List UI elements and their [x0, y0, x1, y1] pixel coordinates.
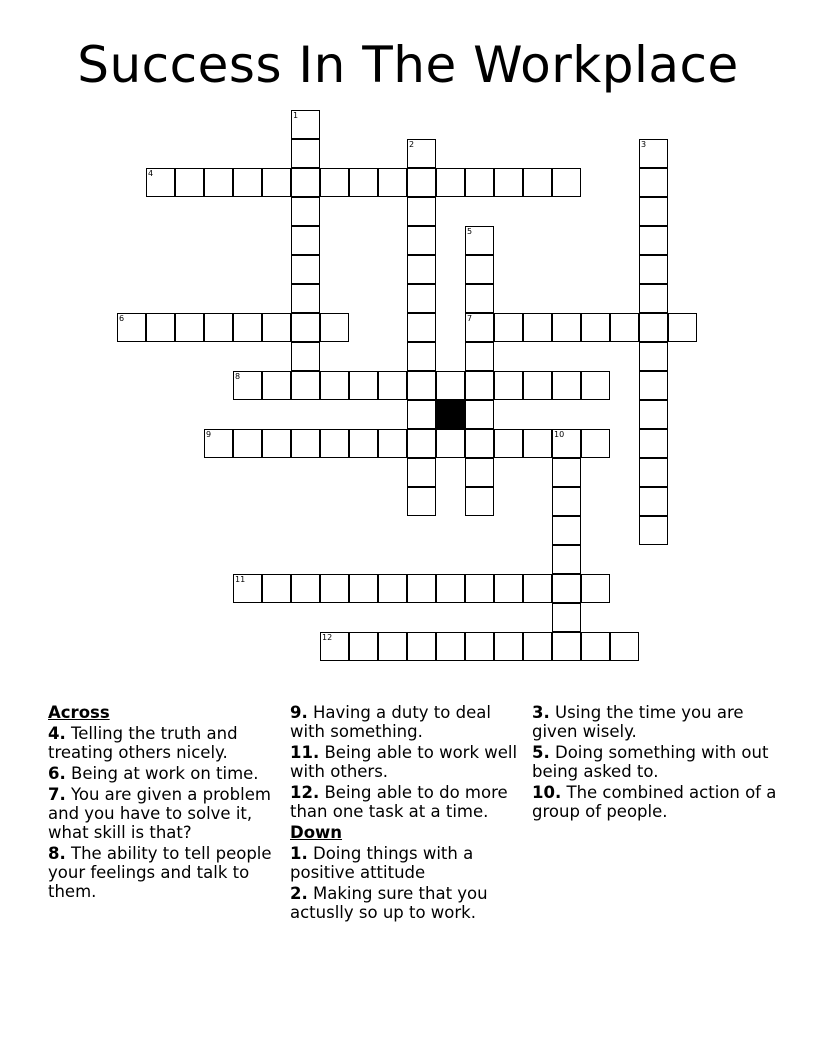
puzzle-cell[interactable] [639, 400, 668, 429]
black-cell [436, 400, 465, 429]
puzzle-cell[interactable] [436, 429, 465, 458]
puzzle-title: Success In The Workplace [77, 36, 739, 94]
puzzle-cell[interactable] [552, 429, 581, 458]
puzzle-cell[interactable] [668, 313, 697, 342]
cell-number: 8 [235, 372, 241, 381]
puzzle-cell[interactable] [378, 574, 407, 603]
puzzle-cell[interactable] [639, 342, 668, 371]
puzzle-cell[interactable] [407, 487, 436, 516]
across-clue-7: 7. You are given a problem and you have to solve it, what skill is that? [48, 785, 271, 842]
puzzle-cell[interactable] [407, 632, 436, 661]
puzzle-cell[interactable] [291, 342, 320, 371]
puzzle-cell[interactable] [465, 226, 494, 255]
puzzle-cell[interactable] [552, 574, 581, 603]
puzzle-cell[interactable] [581, 429, 610, 458]
down-clue-5: 5. Doing something with out being asked to. [532, 743, 769, 781]
down-clue-10: 10. The combined action of a group of people. [532, 783, 777, 821]
puzzle-cell[interactable] [523, 168, 552, 197]
puzzle-cell[interactable] [494, 632, 523, 661]
puzzle-cell[interactable] [581, 313, 610, 342]
puzzle-cell[interactable] [494, 168, 523, 197]
across-clue-9: 9. Having a duty to deal with something. [290, 703, 491, 741]
cell-number: 12 [322, 633, 333, 642]
puzzle-cell[interactable] [378, 371, 407, 400]
puzzle-cell[interactable] [291, 168, 320, 197]
puzzle-cell[interactable] [378, 168, 407, 197]
puzzle-cell[interactable] [291, 110, 320, 139]
puzzle-cell[interactable] [146, 168, 175, 197]
puzzle-cell[interactable] [291, 197, 320, 226]
puzzle-cell[interactable] [465, 313, 494, 342]
puzzle-cell[interactable] [639, 168, 668, 197]
puzzle-cell[interactable] [552, 516, 581, 545]
puzzle-cell[interactable] [233, 168, 262, 197]
puzzle-cell[interactable] [175, 168, 204, 197]
down-clue-3: 3. Using the time you are given wisely. [532, 703, 744, 741]
puzzle-cell[interactable] [407, 429, 436, 458]
puzzle-cell[interactable] [465, 632, 494, 661]
puzzle-cell[interactable] [349, 168, 378, 197]
puzzle-cell[interactable] [204, 313, 233, 342]
puzzle-cell[interactable] [262, 574, 291, 603]
puzzle-cell[interactable] [610, 313, 639, 342]
clues-column-2 [290, 703, 525, 924]
puzzle-cell[interactable] [552, 487, 581, 516]
puzzle-cell[interactable] [436, 574, 465, 603]
puzzle-cell[interactable] [407, 458, 436, 487]
puzzle-cell[interactable] [407, 313, 436, 342]
puzzle-cell[interactable] [639, 139, 668, 168]
puzzle-cell[interactable] [291, 255, 320, 284]
puzzle-cell[interactable] [262, 168, 291, 197]
across-clue-6: 6. Being at work on time. [48, 764, 259, 783]
puzzle-cell[interactable] [639, 487, 668, 516]
puzzle-cell[interactable] [291, 574, 320, 603]
cell-number: 10 [554, 430, 565, 439]
puzzle-cell[interactable] [407, 574, 436, 603]
puzzle-cell[interactable] [465, 371, 494, 400]
puzzle-cell[interactable] [407, 168, 436, 197]
puzzle-cell[interactable] [320, 632, 349, 661]
cell-number: 4 [148, 169, 154, 178]
puzzle-cell[interactable] [465, 458, 494, 487]
puzzle-cell[interactable] [407, 226, 436, 255]
puzzle-cell[interactable] [407, 197, 436, 226]
puzzle-cell[interactable] [552, 603, 581, 632]
across-clue-11: 11. Being able to work well with others. [290, 743, 518, 781]
puzzle-cell[interactable] [407, 371, 436, 400]
puzzle-cell[interactable] [581, 371, 610, 400]
puzzle-cell[interactable] [639, 226, 668, 255]
puzzle-cell[interactable] [465, 400, 494, 429]
puzzle-cell[interactable] [494, 429, 523, 458]
across-clue-4: 4. Telling the truth and treating others nicely. [48, 724, 238, 762]
puzzle-cell[interactable] [320, 168, 349, 197]
puzzle-cell[interactable] [349, 574, 378, 603]
puzzle-cell[interactable] [291, 226, 320, 255]
puzzle-cell[interactable] [407, 342, 436, 371]
puzzle-cell[interactable] [204, 168, 233, 197]
puzzle-cell[interactable] [639, 458, 668, 487]
puzzle-cell[interactable] [552, 458, 581, 487]
clues-column-1 [48, 703, 288, 903]
puzzle-cell[interactable] [494, 313, 523, 342]
puzzle-cell[interactable] [233, 574, 262, 603]
puzzle-cell[interactable] [465, 429, 494, 458]
puzzle-cell[interactable] [552, 632, 581, 661]
puzzle-cell[interactable] [639, 197, 668, 226]
across-heading: Across [48, 703, 110, 722]
puzzle-cell[interactable] [552, 168, 581, 197]
puzzle-cell[interactable] [465, 574, 494, 603]
puzzle-cell[interactable] [407, 284, 436, 313]
cell-number: 2 [409, 140, 415, 149]
down-heading: Down [290, 823, 343, 842]
puzzle-cell[interactable] [233, 371, 262, 400]
puzzle-cell[interactable] [175, 313, 204, 342]
puzzle-cell[interactable] [320, 574, 349, 603]
puzzle-cell[interactable] [291, 313, 320, 342]
puzzle-cell[interactable] [117, 313, 146, 342]
puzzle-cell[interactable] [523, 371, 552, 400]
puzzle-cell[interactable] [552, 313, 581, 342]
puzzle-cell[interactable] [465, 487, 494, 516]
puzzle-cell[interactable] [465, 342, 494, 371]
puzzle-cell[interactable] [436, 168, 465, 197]
puzzle-cell[interactable] [639, 429, 668, 458]
puzzle-cell[interactable] [407, 400, 436, 429]
cell-number: 3 [641, 140, 647, 149]
puzzle-cell[interactable] [291, 429, 320, 458]
puzzle-cell[interactable] [262, 429, 291, 458]
puzzle-cell[interactable] [523, 574, 552, 603]
puzzle-cell[interactable] [320, 371, 349, 400]
puzzle-cell[interactable] [494, 371, 523, 400]
puzzle-cell[interactable] [639, 255, 668, 284]
puzzle-cell[interactable] [349, 371, 378, 400]
puzzle-cell[interactable] [639, 371, 668, 400]
puzzle-cell[interactable] [465, 168, 494, 197]
puzzle-cell[interactable] [552, 545, 581, 574]
cell-number: 1 [293, 111, 299, 120]
cell-number: 5 [467, 227, 473, 236]
puzzle-cell[interactable] [523, 429, 552, 458]
clues-column-3 [532, 703, 777, 823]
across-clue-12: 12. Being able to do more than one task at a time. [290, 783, 508, 821]
puzzle-cell[interactable] [465, 284, 494, 313]
puzzle-cell[interactable] [465, 255, 494, 284]
puzzle-cell[interactable] [146, 313, 175, 342]
puzzle-cell[interactable] [581, 632, 610, 661]
puzzle-cell[interactable] [552, 371, 581, 400]
puzzle-cell[interactable] [639, 516, 668, 545]
puzzle-cell[interactable] [320, 313, 349, 342]
puzzle-cell[interactable] [204, 429, 233, 458]
down-clue-2: 2. Making sure that you actuslly so up to work. [290, 884, 488, 922]
puzzle-cell[interactable] [378, 632, 407, 661]
puzzle-cell[interactable] [233, 313, 262, 342]
puzzle-cell[interactable] [349, 632, 378, 661]
puzzle-cell[interactable] [523, 313, 552, 342]
cell-number: 6 [119, 314, 125, 323]
puzzle-cell[interactable] [436, 632, 465, 661]
puzzle-cell[interactable] [639, 313, 668, 342]
puzzle-cell[interactable] [233, 429, 262, 458]
across-clue-8: 8. The ability to tell people your feelings and talk to them. [48, 844, 272, 901]
puzzle-cell[interactable] [291, 139, 320, 168]
cell-number: 9 [206, 430, 212, 439]
cell-number: 11 [235, 575, 246, 584]
puzzle-cell[interactable] [407, 255, 436, 284]
puzzle-cell[interactable] [494, 574, 523, 603]
puzzle-cell[interactable] [320, 429, 349, 458]
puzzle-cell[interactable] [407, 139, 436, 168]
puzzle-cell[interactable] [291, 371, 320, 400]
puzzle-cell[interactable] [639, 284, 668, 313]
puzzle-cell[interactable] [523, 632, 552, 661]
puzzle-cell[interactable] [291, 284, 320, 313]
puzzle-cell[interactable] [349, 429, 378, 458]
puzzle-cell[interactable] [262, 313, 291, 342]
down-clue-1: 1. Doing things with a positive attitude [290, 844, 474, 882]
puzzle-cell[interactable] [436, 371, 465, 400]
cell-number: 7 [467, 314, 473, 323]
puzzle-cell[interactable] [581, 574, 610, 603]
puzzle-cell[interactable] [378, 429, 407, 458]
puzzle-cell[interactable] [262, 371, 291, 400]
puzzle-cell[interactable] [610, 632, 639, 661]
